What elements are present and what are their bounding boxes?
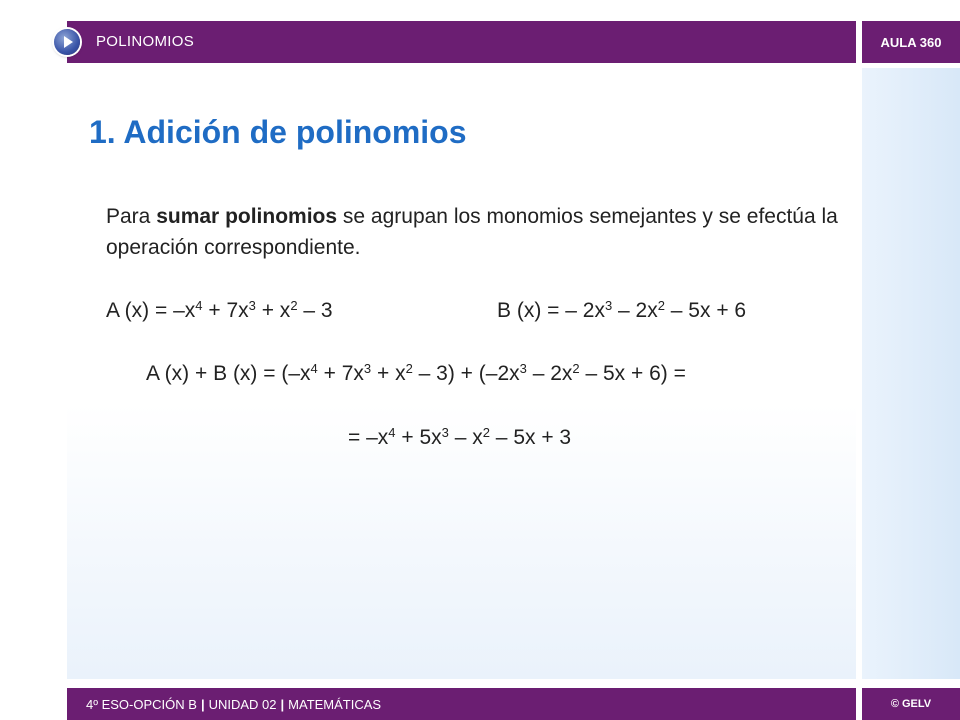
footer-course: 4º ESO-OPCIÓN B [86,697,197,712]
footer-course-info [86,697,381,712]
footer-separator: | [200,697,205,712]
slide-title: 1. Adición de polinomios [89,114,467,150]
aula-360-badge [862,21,960,63]
sum-result: = $-x^4 + 5x^3 - x^2 - 5x + 3$ [348,425,572,449]
footer-subject: MATEMÁTICAS [288,697,382,712]
intro-bold-term: sumar polinomios [156,205,338,228]
copyright-label: © GELV [890,698,932,710]
sum-expression: A (x) + B $(x) = (-x^4 + 7x^3 + x^2 - 3) + (-2x^3 - 2x^2 - 5x + 6)$ = [146,361,686,385]
side-panel [862,68,960,679]
intro-paragraph: Para sumar polinomios se agrupan los monomios semejantes y se efectúa la operación correspondiente. [106,205,838,259]
polynomial-a: A $(x) = -x^4 + 7x^3 + x^2 - 3$ [106,298,333,322]
polynomial-b: B (x) = – $2x^3 - 2x^2 - 5x + 6$ [497,298,747,322]
aula-360-label: AULA 360 [880,34,942,50]
play-icon[interactable] [54,29,80,55]
footer-separator: | [280,697,285,712]
copyright-badge [862,688,960,720]
section-title: POLINOMIOS [96,33,195,50]
footer-unit: UNIDAD 02 [208,697,277,712]
